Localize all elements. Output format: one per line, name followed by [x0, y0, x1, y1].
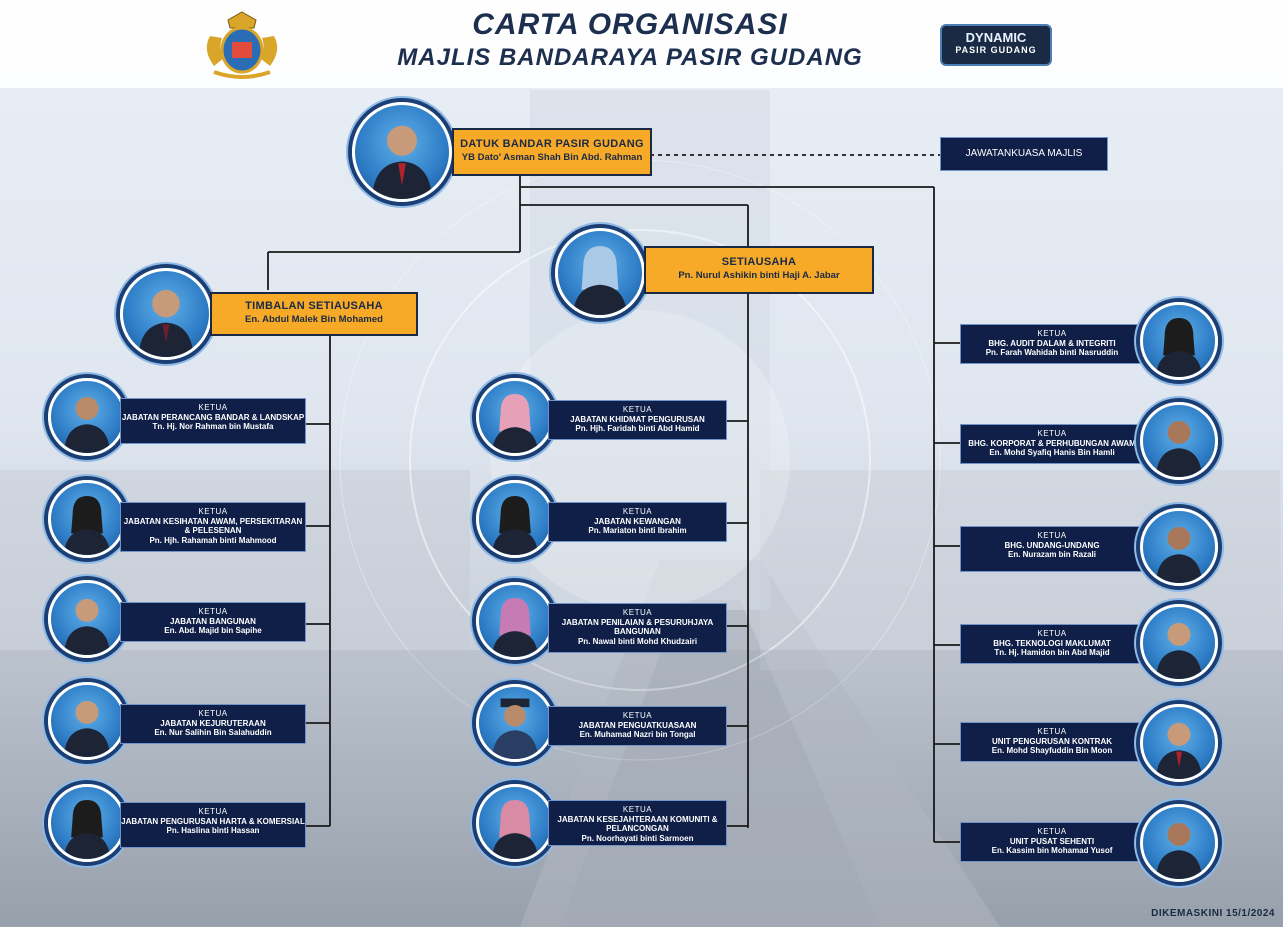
left-box-2	[120, 502, 306, 552]
ketua-label: KETUA	[198, 807, 228, 816]
middle-box-3	[548, 603, 727, 653]
middle-photo-1	[476, 378, 554, 456]
department-name: JABATAN PERANCANG BANDAR & LANDSKAP	[121, 412, 305, 422]
ketua-label: KETUA	[622, 507, 653, 516]
ketua-label: KETUA	[198, 607, 228, 616]
head-name: En. Mohd Syafiq Hanis Bin Hamli	[989, 448, 1115, 457]
department-name: JABATAN PENGURUSAN HARTA & KOMERSIAL	[121, 816, 305, 826]
department-name: JABATAN KEWANGAN	[594, 516, 681, 526]
left-photo-1	[48, 378, 126, 456]
department-name: BHG. UNDANG-UNDANG	[1004, 540, 1100, 550]
ketua-label: KETUA	[622, 608, 653, 617]
chart-subtitle: MAJLIS BANDARAYA PASIR GUDANG	[397, 44, 863, 71]
ketua-label: KETUA	[622, 805, 653, 814]
department-name: JABATAN BANGUNAN	[170, 616, 256, 626]
middle-photo-5	[476, 784, 554, 862]
right-photo-4	[1140, 604, 1218, 682]
head-name: En. Abd. Majid bin Sapihe	[164, 626, 262, 635]
left-photo-4	[48, 682, 126, 760]
ketua-label: KETUA	[622, 711, 653, 720]
ketua-label: KETUA	[622, 405, 653, 414]
right-photo-2	[1140, 402, 1218, 480]
head-name: Tn. Hj. Nor Rahman bin Mustafa	[152, 422, 274, 431]
right-photo-6	[1140, 804, 1218, 882]
department-name: JABATAN KESIHATAN AWAM, PERSEKITARAN & PELESENAN	[123, 516, 303, 535]
right-box-3	[960, 526, 1144, 572]
ketua-label: KETUA	[198, 403, 228, 412]
datuk-bandar-name: YB Dato' Asman Shah Bin Abd. Rahman	[461, 152, 643, 163]
right-box-6	[960, 822, 1144, 862]
timbalan-setiausaha-box	[210, 292, 418, 336]
brand-logo-subtitle: PASIR GUDANG	[955, 45, 1037, 55]
left-box-4	[120, 704, 306, 744]
department-name: JABATAN PENGUATKUASAAN	[578, 720, 697, 730]
middle-box-1	[548, 400, 727, 440]
ketua-label: KETUA	[1037, 727, 1067, 736]
timbalan-setiausaha-photo	[120, 268, 212, 360]
chart-title: CARTA ORGANISASI	[472, 8, 788, 41]
datuk-bandar-role: DATUK BANDAR PASIR GUDANG	[460, 138, 644, 150]
datuk-bandar-box	[452, 128, 652, 176]
head-name: En. Muhamad Nazri bin Tongal	[579, 730, 696, 739]
head-name: En. Kassim bin Mohamad Yusof	[991, 846, 1113, 855]
brand-logo-title: DYNAMIC	[965, 30, 1027, 45]
department-name: BHG. TEKNOLOGI MAKLUMAT	[993, 638, 1111, 648]
setiausaha-box	[644, 246, 874, 294]
middle-photo-4	[476, 684, 554, 762]
right-photo-1	[1140, 302, 1218, 380]
right-box-2	[960, 424, 1144, 464]
department-name: UNIT PUSAT SEHENTI	[1009, 836, 1095, 846]
setiausaha-name: Pn. Nurul Ashikin binti Haji A. Jabar	[678, 270, 840, 281]
last-updated-label: DIKEMASKINI 15/1/2024	[1151, 908, 1275, 919]
right-photo-3	[1140, 508, 1218, 586]
ketua-label: KETUA	[1037, 629, 1067, 638]
left-box-5	[120, 802, 306, 848]
head-name: Pn. Hjh. Faridah binti Abd Hamid	[575, 424, 700, 433]
middle-photo-2	[476, 480, 554, 558]
ketua-label: KETUA	[1037, 329, 1067, 338]
head-name: Pn. Farah Wahidah binti Nasruddin	[985, 348, 1119, 357]
left-box-3	[120, 602, 306, 642]
head-name: Pn. Mariaton binti Ibrahim	[588, 526, 687, 535]
middle-box-2	[548, 502, 727, 542]
ketua-label: KETUA	[1037, 429, 1067, 438]
head-name: Pn. Hjh. Rahamah binti Mahmood	[149, 535, 277, 545]
right-box-4	[960, 624, 1144, 664]
left-photo-3	[48, 580, 126, 658]
ketua-label: KETUA	[198, 709, 228, 718]
head-name: Pn. Noorhayati binti Sarmoen	[581, 833, 694, 843]
left-photo-2	[48, 480, 126, 558]
left-photo-5	[48, 784, 126, 862]
left-box-1	[120, 398, 306, 444]
head-name: En. Mohd Shayfuddin Bin Moon	[991, 746, 1113, 755]
datuk-bandar-photo	[352, 102, 452, 202]
timbalan-setiausaha-role: TIMBALAN SETIAUSAHA	[245, 300, 383, 312]
ketua-label: KETUA	[1037, 827, 1067, 836]
department-name: UNIT PENGURUSAN KONTRAK	[992, 736, 1112, 746]
ketua-label: KETUA	[1037, 531, 1067, 540]
head-name: En. Nurazam bin Razali	[1007, 550, 1097, 559]
head-name: Pn. Nawal binti Mohd Khudzairi	[577, 636, 698, 646]
middle-box-5	[548, 800, 727, 846]
middle-photo-3	[476, 582, 554, 660]
jawatankuasa-majlis-box: JAWATANKUASA MAJLIS	[940, 137, 1108, 171]
setiausaha-role: SETIAUSAHA	[721, 256, 797, 268]
right-photo-5	[1140, 704, 1218, 782]
head-name: En. Nur Salihin Bin Salahuddin	[154, 728, 272, 737]
department-name: JABATAN KHIDMAT PENGURUSAN	[570, 414, 705, 424]
ketua-label: KETUA	[198, 507, 228, 516]
head-name: Tn. Hj. Hamidon bin Abd Majid	[994, 648, 1110, 657]
department-name: JABATAN KEJURUTERAAN	[160, 718, 266, 728]
department-name: BHG. AUDIT DALAM & INTEGRITI	[988, 338, 1116, 348]
right-box-1	[960, 324, 1144, 364]
right-box-5	[960, 722, 1144, 762]
middle-box-4	[548, 706, 727, 746]
timbalan-setiausaha-name: En. Abdul Malek Bin Mohamed	[245, 314, 383, 325]
department-name: JABATAN KESEJAHTERAAN KOMUNITI & PELANCONGAN	[557, 814, 718, 833]
head-name: Pn. Haslina binti Hassan	[166, 826, 260, 835]
department-name: JABATAN PENILAIAN & PESURUHJAYA BANGUNAN	[561, 617, 714, 636]
department-name: BHG. KORPORAT & PERHUBUNGAN AWAM	[968, 438, 1136, 448]
setiausaha-photo	[555, 228, 645, 318]
